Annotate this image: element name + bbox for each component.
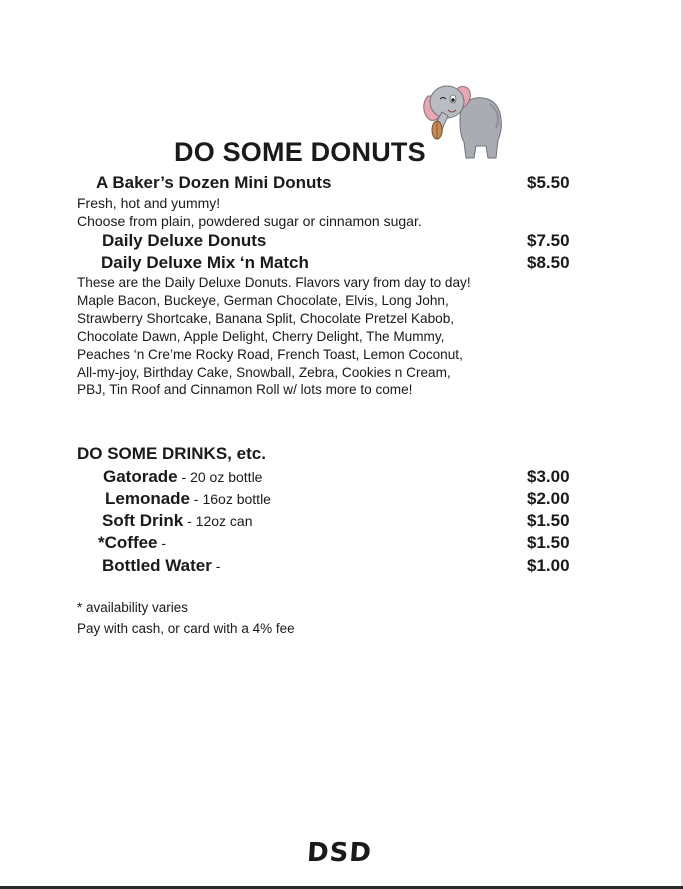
drink-detail: - [157, 535, 167, 551]
flavors-description [77, 274, 497, 399]
menu-desc-line: Fresh, hot and yummy! [77, 195, 221, 211]
drink-item-lemonade [105, 489, 271, 509]
flavors-line: Maple Bacon, Buckeye, German Chocolate, Elvis, Long John, [77, 292, 449, 308]
menu-item-deluxe-mix: Daily Deluxe Mix ‘n Match [101, 253, 309, 272]
drink-detail: - 16oz bottle [190, 491, 271, 507]
drink-name: *Coffee [98, 533, 158, 552]
drink-price-coffee: $1.50 [527, 533, 570, 552]
flavors-line: PBJ, Tin Roof and Cinnamon Roll w/ lots more to come! [77, 382, 413, 398]
availability-note: * availability varies [77, 600, 189, 615]
drink-name: Lemonade [105, 489, 191, 508]
drink-detail: - 12oz can [183, 513, 253, 529]
flavors-line: All-my-joy, Birthday Cake, Snowball, Zebra, Cookies n Cream, [77, 364, 451, 380]
flavors-line: Peaches ‘n Cre’me Rocky Road, French Toast, Lemon Coconut, [77, 346, 463, 362]
flavors-line: Chocolate Dawn, Apple Delight, Cherry Delight, The Mummy, [77, 328, 445, 344]
drink-item-bottled-water [102, 556, 220, 576]
drink-item-gatorade [103, 467, 262, 487]
drink-item-soft-drink [102, 511, 253, 531]
menu-item-daily-deluxe: Daily Deluxe Donuts [102, 231, 267, 250]
page-title: DO SOME DONUTS [174, 137, 426, 167]
payment-note: Pay with cash, or card with a 4% fee [77, 621, 295, 636]
menu-desc-line: Choose from plain, powdered sugar or cinnamon sugar. [77, 213, 422, 229]
menu-price-deluxe-mix: $8.50 [527, 253, 570, 272]
menu-price-bakers-dozen: $5.50 [527, 173, 570, 192]
menu-price-daily-deluxe: $7.50 [527, 231, 570, 250]
footer-logo: DSD [305, 838, 373, 868]
menu-item-bakers-dozen: A Baker’s Dozen Mini Donuts [96, 173, 332, 192]
drink-price-soft-drink: $1.50 [527, 511, 570, 530]
drink-item-coffee [98, 533, 166, 553]
flavors-line: These are the Daily Deluxe Donuts. Flavors vary from day to day! [77, 275, 471, 290]
flavors-line: Strawberry Shortcake, Banana Split, Chocolate Pretzel Kabob, [77, 310, 455, 326]
drink-detail: - [211, 558, 221, 574]
elephant-mascot-icon [420, 80, 506, 164]
drink-name: Soft Drink [102, 511, 184, 530]
drink-name: Bottled Water [102, 556, 212, 575]
drink-price-lemonade: $2.00 [527, 489, 570, 508]
drink-price-bottled-water: $1.00 [527, 556, 570, 575]
drinks-heading: DO SOME DRINKS, etc. [77, 444, 266, 463]
drink-name: Gatorade [103, 467, 178, 486]
drink-price-gatorade: $3.00 [527, 467, 570, 486]
drink-detail: - 20 oz bottle [177, 469, 263, 485]
